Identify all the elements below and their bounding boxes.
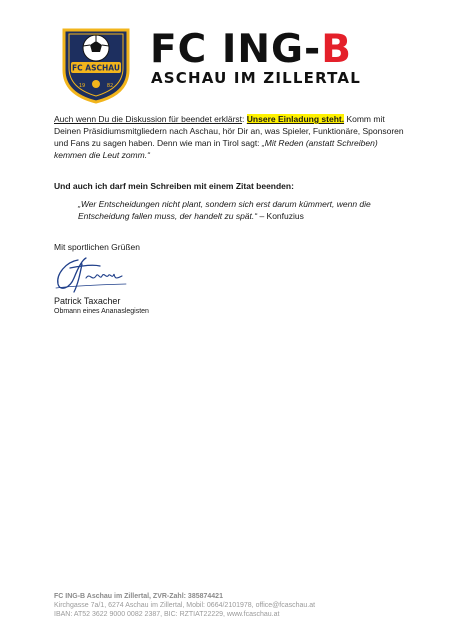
p1-rest: Komm mit Deinen Präsidiumsmitgliedern nach Aschau, hör Dir an, was Spieler, Funktionäre, Sponsoren und Fans zu sagen haben. Denn wie man in Tirol sagt: <box>54 114 404 148</box>
club-title-main: FC ING- <box>150 27 322 72</box>
invitation-highlight: Unsere Einladung steht. <box>246 114 345 124</box>
crest-text: FC ASCHAU <box>72 63 120 73</box>
crest-year-left: 19 <box>78 83 86 89</box>
tyrol-quote: „Mit Reden (anstatt Schreiben) kemmen die Leut zomm.“ <box>54 138 378 160</box>
club-title-accent: B <box>321 27 352 72</box>
footer-club-line: FC ING-B Aschau im Zillertal, ZVR-Zahl: 385874421 <box>54 593 223 600</box>
closing-quote-heading: Und auch ich darf mein Schreiben mit einem Zitat beenden: <box>54 181 294 191</box>
p1-colon: : <box>242 114 247 124</box>
closing-salutation: Mit sportlichen Grüßen <box>54 242 140 252</box>
club-title <box>150 27 352 72</box>
signer-role: Obmann eines Ananaslegisten <box>54 308 149 315</box>
signer-name: Patrick Taxacher <box>54 296 121 306</box>
crest-year-right: 82 <box>106 83 114 89</box>
discussion-link-text: Auch wenn Du die Diskussion für beendet erklärst <box>54 114 243 124</box>
footer-address-line: Kirchgasse 7a/1, 6274 Aschau im Zillertal, Mobil: 0664/2101978, office@fcaschau.at <box>54 602 316 609</box>
confucius-quote-text: „Wer Entscheidungen nicht plant, sondern sich erst darum kümmert, wenn die Entscheidung fallen muss, der handelt zu spät.“ <box>78 199 371 221</box>
club-crest-logo <box>60 24 132 104</box>
confucius-quote-block <box>78 198 408 222</box>
confucius-quote-author: – Konfuzius <box>257 211 304 221</box>
club-subtitle: ASCHAU IM ZILLERTAL <box>151 69 361 87</box>
invitation-paragraph <box>54 113 404 161</box>
handwritten-signature <box>52 254 132 294</box>
footer-bank-line: IBAN: AT52 3622 9000 0082 2387, BIC: RZTIAT22229, www.fcaschau.at <box>54 611 280 618</box>
letter-footer <box>54 592 315 619</box>
